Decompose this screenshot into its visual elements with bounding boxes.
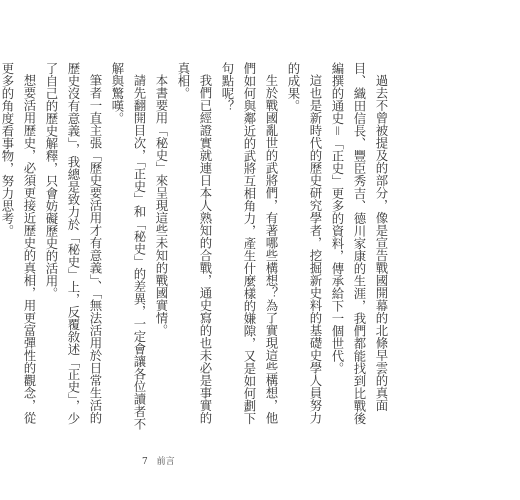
body-paragraph: 筆者一直主張「歷史要活用才有意義」、「無法活用於日常生活的歷史沒有意義」，我總是致力於「秘史」上，反覆敘述「正史」，少了自己的歷史解釋，只會妨礙歷史的活用。 bbox=[44, 62, 103, 425]
body-paragraph: 本書要用「秘史」來呈現這些未知的戰國實情。 bbox=[154, 74, 169, 337]
vertical-text-body bbox=[0, 62, 392, 434]
body-paragraph: 我們已經證實就連日本人熟知的合戰，通史寫的也未必是事實的真相。 bbox=[176, 62, 213, 425]
page-footer bbox=[142, 454, 175, 467]
body-paragraph: 生於戰國亂世的武將們，有著哪些構想？為了實現這些構想，他們如何與鄰近的武將互相角力，產生什麼樣的嫌隙，又是如何劃下句點呢？ bbox=[220, 62, 279, 425]
body-paragraph: 請先翻開目次，「正史」和「秘史」的差異，一定會讓各位讀者不解與驚嘆。 bbox=[110, 62, 147, 431]
page-number: 7 bbox=[142, 457, 148, 467]
section-title: 前言 bbox=[156, 457, 175, 467]
body-paragraph: 想要活用歷史，必須更接近歷史的真相，用更富彈性的觀念，從更多的角度看事物，努力思考。 bbox=[0, 62, 37, 425]
body-paragraph: 過去不曾被提及的部分，像是宣告戰國開幕的北條早雲的真面目、織田信長、豐臣秀吉、德川家康的生涯，我們都能找到比戰後編撰的通史＝「正史」更多的資料，傳承給下一個世代。 bbox=[330, 62, 389, 425]
body-paragraph: 這也是新時代的歷史研究學者，挖掘新史料的基礎史學人員努力的成果。 bbox=[286, 62, 323, 425]
